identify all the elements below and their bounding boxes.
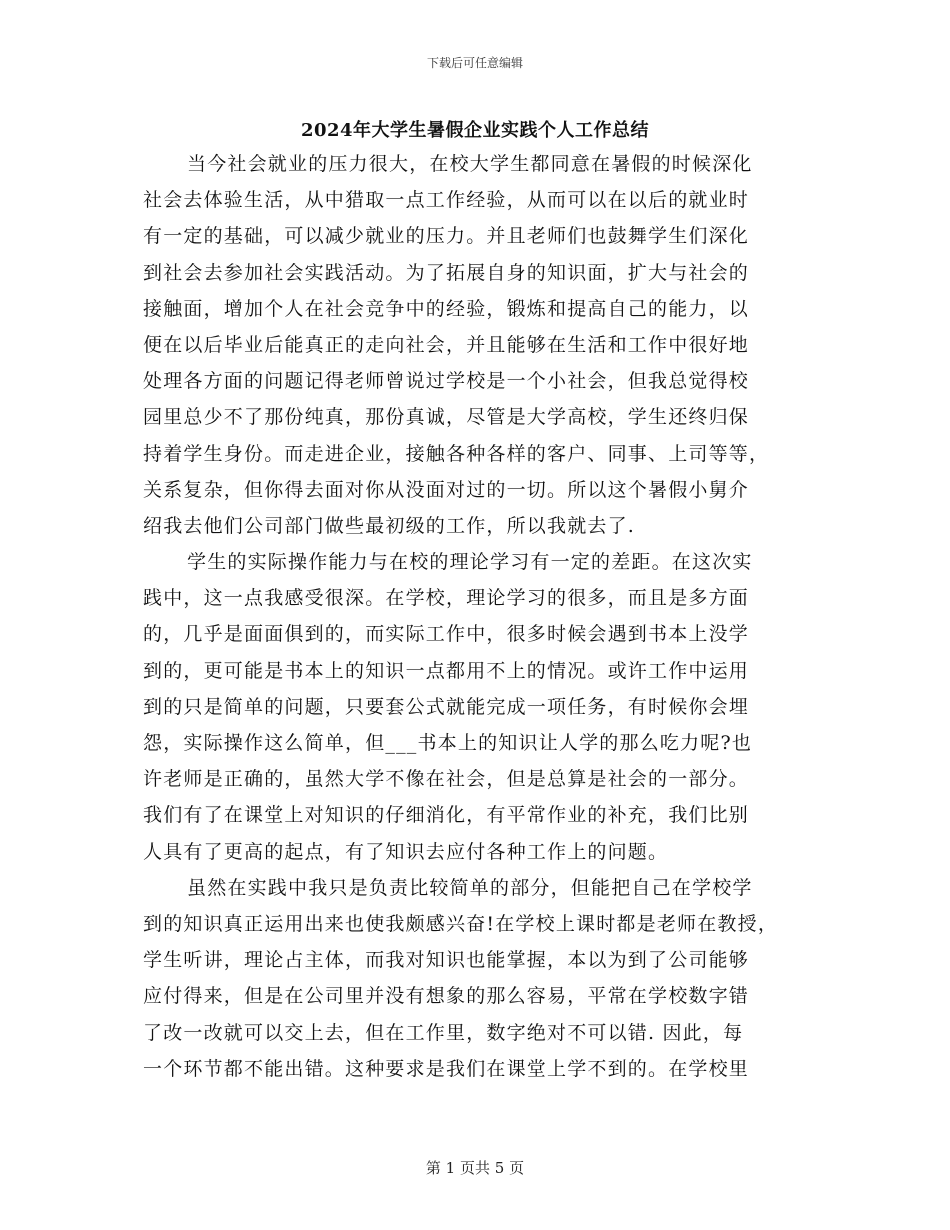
body-text-line: 一个环节都不能出错。这种要求是我们在课堂上学不到的。在学校里 [143,1057,750,1080]
body-text-line: 处理各方面的问题记得老师曾说过学校是一个小社会，但我总觉得校 [143,370,750,393]
page-footer: 第 1 页共 5 页 [425,1159,525,1177]
document-body [143,146,823,1087]
body-text-line: 持着学生身份。而走进企业，接触各种各样的客户、同事、上司等等， [143,442,770,465]
body-text-line: 园里总少不了那份纯真，那份真诚，尽管是大学高校，学生还终归保 [143,406,750,429]
body-text-line: 虽然在实践中我只是负责比较简单的部分，但能把自己在学校学 [187,876,753,899]
body-text-line: 了改一改就可以交上去，但在工作里，数字绝对不可以错. 因此，每 [143,1021,744,1044]
document-title: 2024年大学生暑假企业实践个人工作总结 [300,120,650,141]
body-text-line: 当今社会就业的压力很大，在校大学生都同意在暑假的时候深化 [187,153,753,175]
body-text-line: 有一定的基础，可以减少就业的压力。并且老师们也鼓舞学生们深化 [143,225,750,248]
body-text-line: 怨，实际操作这么简单，但___书本上的知识让人学的那么吃力呢?也 [143,732,753,754]
body-text-line: 社会去体验生活，从中猎取一点工作经验，从而可以在以后的就业时 [143,189,750,212]
body-text-line: 人具有了更高的起点，有了知识去应付各种工作上的问题。 [143,840,669,863]
body-text-line: 便在以后毕业后能真正的走向社会，并且能够在生活和工作中很好地 [143,333,750,356]
body-text-line: 到的知识真正运用出来也使我颇感兴奋!在学校上课时都是老师在教授， [143,912,779,935]
body-text-line: 到的，更可能是书本上的知识一点都用不上的情况。或许工作中运用 [143,659,750,682]
body-text-line: 到社会去参加社会实践活动。为了拓展自身的知识面，扩大与社会的 [143,261,750,284]
page-header: 下载后可任意编辑 [426,56,523,70]
body-text-line: 许老师是正确的，虽然大学不像在社会，但是总算是社会的一部分。 [143,768,750,791]
body-text-line: 学生听讲，理论占主体，而我对知识也能掌握，本以为到了公司能够 [143,949,750,972]
body-text-line: 学生的实际操作能力与在校的理论学习有一定的差距。在这次实 [187,551,753,574]
body-text-line: 绍我去他们公司部门做些最初级的工作，所以我就去了. [143,514,636,537]
body-text-line: 的，几乎是面面俱到的，而实际工作中，很多时候会遇到书本上没学 [143,623,750,646]
body-text-line: 践中，这一点我感受很深。在学校，理论学习的很多，而且是多方面 [143,587,750,610]
body-text-line: 应付得来，但是在公司里并没有想象的那么容易，平常在学校数字错 [143,985,750,1008]
body-text-line: 关系复杂，但你得去面对你从没面对过的一切。所以这个暑假小舅介 [143,478,750,501]
body-text-line: 我们有了在课堂上对知识的仔细消化，有平常作业的补充，我们比别 [143,804,750,827]
body-text-line: 接触面，增加个人在社会竞争中的经验，锻炼和提高自己的能力，以 [143,297,750,320]
body-text-line: 到的只是简单的问题，只要套公式就能完成一项任务，有时候你会埋 [143,695,750,718]
